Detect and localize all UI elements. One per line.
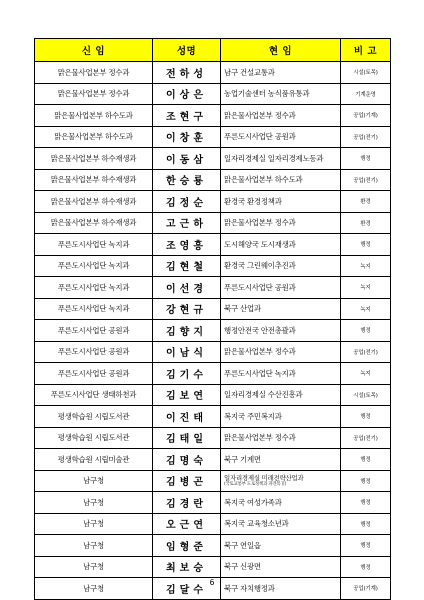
current-post-cell: 맑은물사업본부 정수과: [221, 105, 341, 127]
current-post-cell: 북구 신광면: [221, 556, 341, 578]
new-post-cell: 평생학습원 시립도서관: [35, 406, 153, 428]
new-post-cell: 푸른도시사업단 녹지과: [35, 298, 153, 320]
remarks-cell: 기계운영: [341, 83, 391, 105]
current-post-cell: 복지국 교육청소년과: [221, 513, 341, 535]
current-post-cell: 북구 연일읍: [221, 535, 341, 557]
remarks-cell: 공업(전기): [341, 169, 391, 191]
new-post-cell: 남구청: [35, 556, 153, 578]
header-current-post: 현 임: [221, 39, 341, 62]
current-post-cell: 도시해양국 도시재생과: [221, 234, 341, 256]
name-cell: 이상은: [153, 83, 221, 105]
table-row: [35, 384, 391, 406]
name-cell: 김병곤: [153, 470, 221, 492]
current-post-cell: 맑은물사업본부 정수과: [221, 212, 341, 234]
table-row: [35, 169, 391, 191]
header-new-post: 신 임: [35, 39, 153, 62]
name-cell: 김기수: [153, 363, 221, 385]
current-post-cell: 남구 건설교통과: [221, 62, 341, 84]
new-post-cell: 평생학습원 시립도서관: [35, 427, 153, 449]
table-row: [35, 470, 391, 492]
name-cell: 고근하: [153, 212, 221, 234]
current-post-cell: 북구 자치행정과: [221, 578, 341, 600]
remarks-cell: 행정: [341, 234, 391, 256]
table-row: [35, 363, 391, 385]
name-cell: 이동삼: [153, 148, 221, 170]
name-cell: 김정순: [153, 191, 221, 213]
table-row: [35, 83, 391, 105]
table-row: [35, 449, 391, 471]
new-post-cell: 푸른도시사업단 공원과: [35, 341, 153, 363]
remarks-cell: 녹지: [341, 255, 391, 277]
table-row: [35, 148, 391, 170]
new-post-cell: 푸른도시사업단 공원과: [35, 363, 153, 385]
new-post-cell: 푸른도시사업단 녹지과: [35, 277, 153, 299]
current-post-cell: [221, 470, 341, 492]
table-row: [35, 406, 391, 428]
new-post-cell: 맑은물사업본부 하수재생과: [35, 191, 153, 213]
current-post-cell: 푸른도시사업단 녹지과: [221, 363, 341, 385]
name-cell: 최보승: [153, 556, 221, 578]
remarks-cell: 행정: [341, 148, 391, 170]
header-remarks: 비 고: [341, 39, 391, 62]
new-post-cell: 남구청: [35, 470, 153, 492]
table-row: [35, 320, 391, 342]
remarks-cell: 행정: [341, 513, 391, 535]
remarks-cell: 시설(토목): [341, 62, 391, 84]
remarks-cell: 공업(전기): [341, 341, 391, 363]
new-post-cell: 맑은물사업본부 하수재생과: [35, 148, 153, 170]
name-cell: 김태일: [153, 427, 221, 449]
current-post-cell: 맑은물사업본부 정수과: [221, 341, 341, 363]
new-post-cell: 푸른도시사업단 공원과: [35, 320, 153, 342]
remarks-cell: 녹지: [341, 298, 391, 320]
name-cell: 이남식: [153, 341, 221, 363]
new-post-cell: 푸른도시사업단 녹지과: [35, 255, 153, 277]
table-row: [35, 277, 391, 299]
current-post-subnote: (국토교통부 도로정책과 파견복귀): [224, 481, 286, 487]
remarks-cell: 공업(전기): [341, 126, 391, 148]
name-cell: 오근연: [153, 513, 221, 535]
new-post-cell: 맑은물사업본부 하수재생과: [35, 212, 153, 234]
new-post-cell: 남구청: [35, 513, 153, 535]
table-row: [35, 62, 391, 84]
name-cell: 강현규: [153, 298, 221, 320]
remarks-cell: 녹지: [341, 363, 391, 385]
new-post-cell: 남구청: [35, 578, 153, 600]
header-row: [35, 39, 391, 62]
current-post-cell: 행정안전국 안전총괄과: [221, 320, 341, 342]
name-cell: 한승룡: [153, 169, 221, 191]
remarks-cell: 행정: [341, 320, 391, 342]
current-post-cell: 푸른도시사업단 공원과: [221, 126, 341, 148]
name-cell: 조현구: [153, 105, 221, 127]
name-cell: 김경란: [153, 492, 221, 514]
name-cell: 조영흥: [153, 234, 221, 256]
new-post-cell: 남구청: [35, 535, 153, 557]
remarks-cell: 행정: [341, 470, 391, 492]
new-post-cell: 맑은물사업본부 하수도과: [35, 126, 153, 148]
new-post-cell: 맑은물사업본부 정수과: [35, 83, 153, 105]
remarks-cell: 녹지: [341, 277, 391, 299]
current-post-cell: 복지국 여성가족과: [221, 492, 341, 514]
name-cell: 이진태: [153, 406, 221, 428]
name-cell: 김현철: [153, 255, 221, 277]
new-post-cell: 남구청: [35, 492, 153, 514]
name-cell: 김보연: [153, 384, 221, 406]
remarks-cell: 환경: [341, 191, 391, 213]
table-row: [35, 341, 391, 363]
current-post-cell: 맑은물사업본부 하수도과: [221, 169, 341, 191]
remarks-cell: 행정: [341, 535, 391, 557]
name-cell: 김달수: [153, 578, 221, 600]
remarks-cell: 공업(전기): [341, 427, 391, 449]
name-cell: 이창훈: [153, 126, 221, 148]
current-post-line: 일자리경제실 미래전략산업과: [224, 473, 304, 482]
current-post-cell: 북구 산업과: [221, 298, 341, 320]
new-post-cell: 맑은물사업본부 정수과: [35, 62, 153, 84]
table-row: [35, 535, 391, 557]
table-row: [35, 298, 391, 320]
page-number: 6: [209, 578, 215, 587]
current-post-cell: 농업기술센터 농식품유통과: [221, 83, 341, 105]
table-row: [35, 234, 391, 256]
table-row: [35, 513, 391, 535]
remarks-cell: 행정: [341, 556, 391, 578]
current-post-cell: 환경국 환경정책과: [221, 191, 341, 213]
new-post-cell: 푸른도시사업단 생태하천과: [35, 384, 153, 406]
current-post-cell: 환경국 그린웨이추진과: [221, 255, 341, 277]
remarks-cell: 공업(기계): [341, 105, 391, 127]
name-cell: 임형준: [153, 535, 221, 557]
current-post-cell: 맑은물사업본부 정수과: [221, 427, 341, 449]
current-post-cell: 일자리경제실 수산진흥과: [221, 384, 341, 406]
remarks-cell: 시설(토목): [341, 384, 391, 406]
new-post-cell: 평생학습원 시립미술관: [35, 449, 153, 471]
current-post-cell: 북구 기계면: [221, 449, 341, 471]
table-row: [35, 255, 391, 277]
remarks-cell: 행정: [341, 449, 391, 471]
table-row: [35, 126, 391, 148]
new-post-cell: 푸른도시사업단 녹지과: [35, 234, 153, 256]
name-cell: 김향지: [153, 320, 221, 342]
remarks-cell: 환경: [341, 212, 391, 234]
remarks-cell: 공업(기계): [341, 578, 391, 600]
name-cell: 이선경: [153, 277, 221, 299]
current-post-cell: 일자리경제실 일자리경제노동과: [221, 148, 341, 170]
table-row: [35, 556, 391, 578]
current-post-cell: 푸른도시사업단 공원과: [221, 277, 341, 299]
table-row: [35, 427, 391, 449]
personnel-table: [34, 38, 391, 600]
table-row: [35, 212, 391, 234]
new-post-cell: 맑은물사업본부 하수재생과: [35, 169, 153, 191]
name-cell: 전하성: [153, 62, 221, 84]
new-post-cell: 맑은물사업본부 하수도과: [35, 105, 153, 127]
header-name: 성명: [153, 39, 221, 62]
remarks-cell: 행정: [341, 406, 391, 428]
current-post-cell: 복지국 주민복지과: [221, 406, 341, 428]
name-cell: 김명숙: [153, 449, 221, 471]
table-row: [35, 191, 391, 213]
table-row: [35, 105, 391, 127]
table-row: [35, 492, 391, 514]
remarks-cell: 행정: [341, 492, 391, 514]
